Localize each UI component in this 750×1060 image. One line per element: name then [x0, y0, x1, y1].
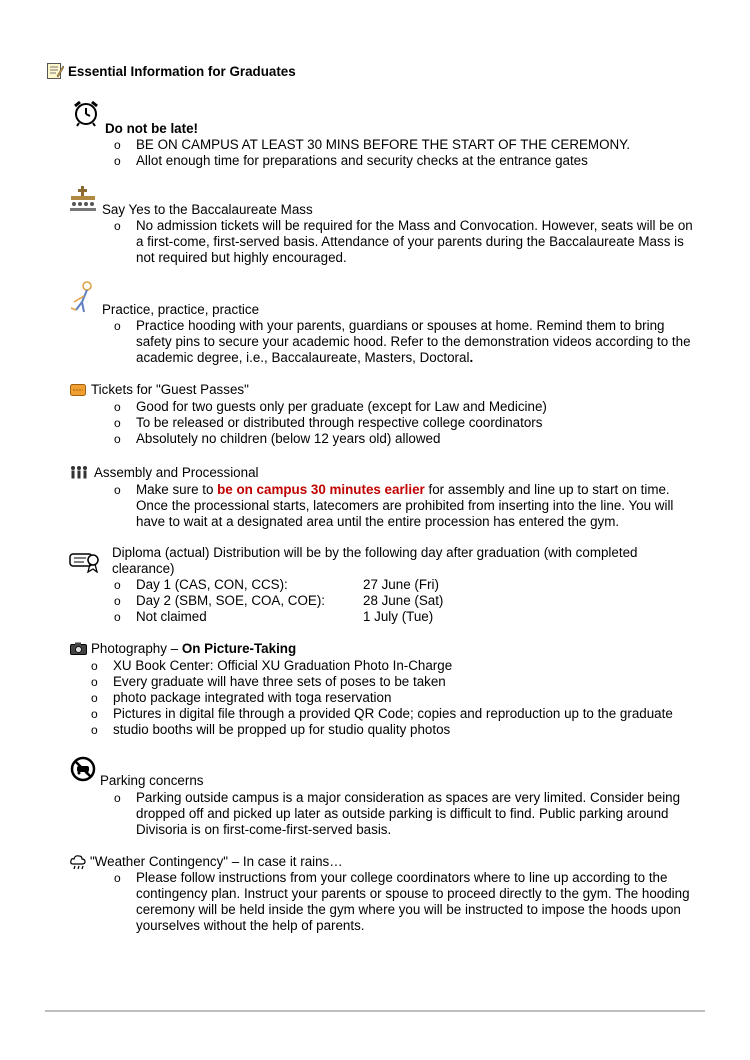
section-heading-parking: Parking concerns — [100, 773, 204, 788]
list-item: o Parking outside campus is a major consideration as spaces are very limited. Consider being dropped off and picked up later as outside parking is difficult to find. Public parking around Divisoria is on first-come-first-served basis. — [114, 790, 704, 838]
list-item: o Good for two guests only per graduate (except for Law and Medicine) — [114, 399, 702, 415]
no-parking-icon — [70, 756, 96, 782]
people-group-icon — [70, 465, 88, 479]
tickets-list — [114, 399, 702, 447]
section-heading-mass: Say Yes to the Baccalaureate Mass — [102, 202, 313, 217]
list-item: o Please follow instructions from your college coordinators where to line up according to the contingency plan. Instruct your parents or spouse to proceed directly to the gym. The hooding ceremony will be held inside the gym where you will be instructed to impose the hoods upon yourselves without the help of parents. — [114, 870, 698, 934]
list-item: o XU Book Center: Official XU Graduation Photo In-Charge — [91, 658, 711, 674]
section-heading-practice: Practice, practice, practice — [102, 302, 260, 317]
list-item: o Make sure to be on campus 30 minutes earlier for assembly and line up to start on time. Once the processional starts, latecomers are prohibited from inserting into the line. You will have to wait at a designated area until the entire procession has entered the gym. — [114, 482, 698, 530]
list-item: o Every graduate will have three sets of poses to be taken — [91, 674, 711, 690]
weather-list — [114, 870, 698, 934]
late-list — [114, 137, 694, 169]
highlight-text: be on campus 30 minutes earlier — [217, 482, 425, 497]
section-heading-weather: "Weather Contingency" – In case it rains… — [90, 854, 343, 869]
list-item: o Allot enough time for preparations and security checks at the entrance gates — [114, 153, 694, 169]
ticket-icon — [70, 384, 86, 396]
alarm-clock-icon — [72, 99, 100, 127]
list-item: o No admission tickets will be required for the Mass and Convocation. However, seats will be on a first-come, first-served basis. Attendance of your parents during the Baccalaureate Mass is not required but highly encouraged. — [114, 218, 702, 266]
list-item: o To be released or distributed through respective college coordinators — [114, 415, 702, 431]
camera-icon — [70, 642, 87, 655]
list-item: o Practice hooding with your parents, guardians or spouses at home. Remind them to bring safety pins to secure your academic hood. Refer to the demonstration videos according to the academic degree, i.e., Baccalaureate, Masters, Doctoral. — [114, 318, 702, 366]
list-item: o BE ON CAMPUS AT LEAST 30 MINS BEFORE THE START OF THE CEREMONY. — [114, 137, 694, 153]
list-item: o Pictures in digital file through a provided QR Code; copies and reproduction up to the graduate — [91, 706, 711, 722]
section-heading-assembly: Assembly and Processional — [94, 465, 259, 480]
page-title: Essential Information for Graduates — [68, 64, 296, 79]
practice-list — [114, 318, 702, 366]
church-mass-icon — [68, 184, 98, 214]
mass-list — [114, 218, 702, 266]
photography-list — [91, 658, 711, 738]
assembly-list — [114, 482, 698, 530]
diploma-icon — [68, 551, 100, 573]
rain-cloud-icon — [70, 854, 86, 870]
parking-list — [114, 790, 704, 838]
list-item: o Absolutely no children (below 12 years old) allowed — [114, 431, 702, 447]
section-heading-late: Do not be late! — [105, 121, 198, 136]
footer-divider — [45, 1010, 705, 1012]
section-heading-diploma: Diploma (actual) Distribution will be by the following day after graduation (with completed clearance) — [112, 545, 638, 576]
schedule-row: o Not claimed 1 July (Tue) — [114, 609, 614, 625]
schedule-row: o Day 1 (CAS, CON, CCS): 27 June (Fri) — [114, 577, 614, 593]
schedule-row: o Day 2 (SBM, SOE, COA, COE): 28 June (Sat) — [114, 593, 614, 609]
section-heading-tickets: Tickets for "Guest Passes" — [91, 382, 249, 397]
diploma-schedule-list — [114, 577, 614, 625]
section-heading-photography: Photography – On Picture-Taking — [91, 641, 297, 656]
list-item: o photo package integrated with toga reservation — [91, 690, 711, 706]
notepad-icon — [46, 62, 64, 80]
list-item: o studio booths will be propped up for studio quality photos — [91, 722, 711, 738]
graduate-figure-icon — [68, 280, 100, 316]
